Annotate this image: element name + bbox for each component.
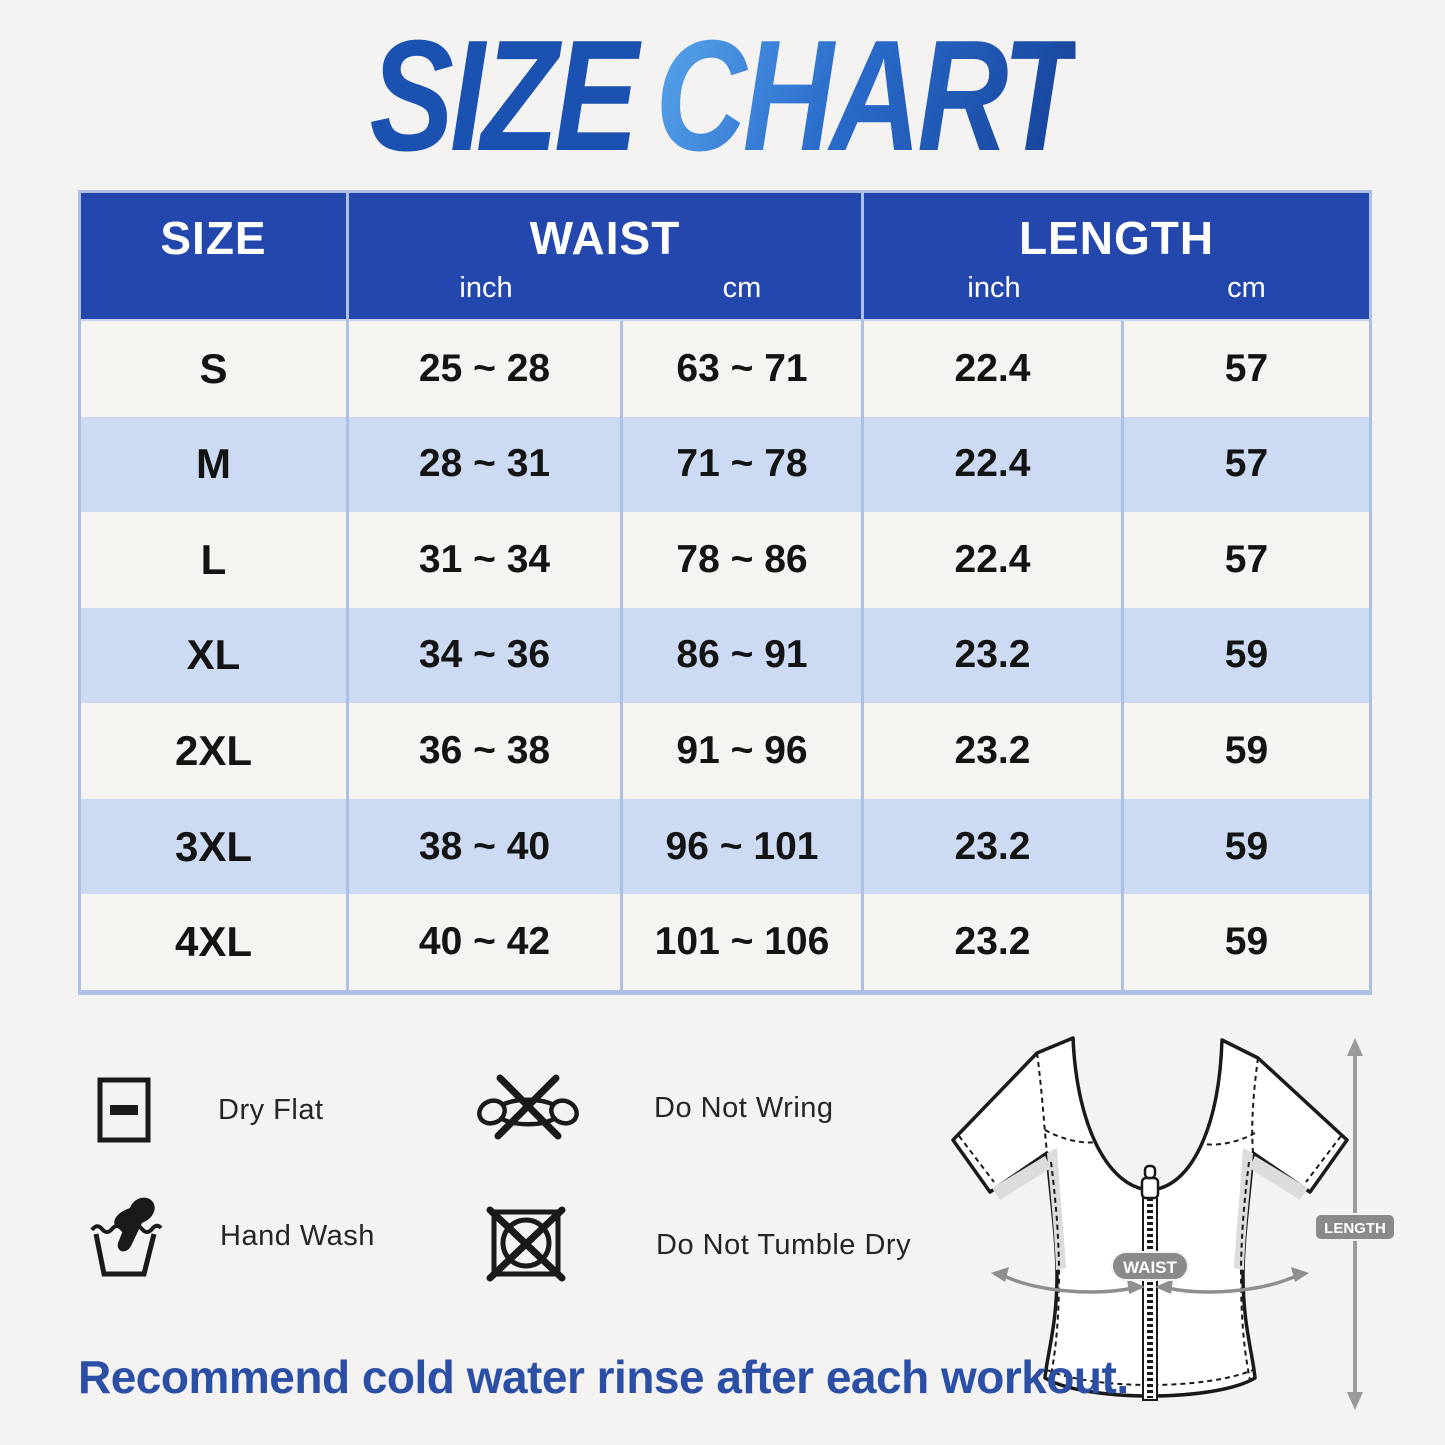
care-item-hand-wash (88, 1192, 375, 1280)
care-item-dry-flat (96, 1076, 324, 1144)
column-header-waist-label: WAIST (529, 212, 681, 264)
value-cell: 38 ~ 40 (349, 799, 620, 895)
column-header-length (864, 193, 1369, 321)
unit-label-cm: cm (1227, 271, 1266, 304)
size-cell: M (81, 417, 346, 513)
length-badge-label: LENGTH (1324, 1220, 1386, 1237)
column-header-size-units (81, 265, 346, 311)
care-item-do-not-wring (476, 1072, 834, 1144)
page-title-word-size: SIZE (369, 8, 635, 184)
unit-label-cm: cm (722, 271, 762, 304)
length-badge (1315, 1214, 1395, 1240)
value-cell: 91 ~ 96 (623, 703, 861, 799)
column-header-length-label: LENGTH (1018, 212, 1215, 264)
value-cell: 34 ~ 36 (349, 608, 620, 704)
column-header-length-units (864, 265, 1369, 311)
page-title-word-chart: CHART (655, 8, 1076, 184)
unit-label-inch: inch (967, 271, 1021, 304)
value-cell: 23.2 (864, 703, 1121, 799)
page-title (145, 6, 1301, 187)
value-cell: 25 ~ 28 (349, 321, 620, 417)
do-not-wring-icon (476, 1072, 580, 1144)
value-cell: 57 (1124, 321, 1369, 417)
value-cell: 59 (1124, 799, 1369, 895)
value-cell: 59 (1124, 608, 1369, 704)
value-cell: 22.4 (864, 512, 1121, 608)
care-note: Recommend cold water rinse after each workout. (78, 1351, 1129, 1403)
care-label: Dry Flat (218, 1093, 324, 1126)
value-cell: 31 ~ 34 (349, 512, 620, 608)
size-cell: 2XL (81, 703, 346, 799)
care-label: Do Not Wring (654, 1091, 834, 1124)
value-cell: 57 (1124, 512, 1369, 608)
value-cell: 101 ~ 106 (623, 894, 861, 990)
value-cell: 40 ~ 42 (349, 894, 620, 990)
value-cell: 23.2 (864, 608, 1121, 704)
column-header-waist (349, 193, 861, 321)
size-cell: S (81, 321, 346, 417)
care-item-do-not-tumble-dry (486, 1206, 911, 1284)
value-cell: 63 ~ 71 (623, 321, 861, 417)
waist-badge-label: WAIST (1123, 1258, 1177, 1277)
care-label: Hand Wash (220, 1219, 375, 1252)
size-table (78, 190, 1372, 995)
column-header-size-label: SIZE (160, 212, 267, 264)
value-cell: 28 ~ 31 (349, 417, 620, 513)
value-cell: 59 (1124, 703, 1369, 799)
hand-wash-icon (88, 1192, 164, 1280)
do-not-tumble-dry-icon (486, 1206, 568, 1284)
waist-badge (1112, 1252, 1188, 1280)
value-cell: 23.2 (864, 894, 1121, 990)
value-cell: 86 ~ 91 (623, 608, 861, 704)
value-cell: 23.2 (864, 799, 1121, 895)
value-cell: 78 ~ 86 (623, 512, 861, 608)
value-cell: 71 ~ 78 (623, 417, 861, 513)
dry-flat-icon (96, 1076, 152, 1144)
size-cell: 4XL (81, 894, 346, 990)
column-header-size (81, 193, 346, 321)
column-header-waist-units (349, 265, 861, 311)
value-cell: 59 (1124, 894, 1369, 990)
zipper (1142, 1166, 1158, 1400)
size-cell: L (81, 512, 346, 608)
care-label: Do Not Tumble Dry (656, 1228, 912, 1261)
value-cell: 57 (1124, 417, 1369, 513)
value-cell: 22.4 (864, 417, 1121, 513)
value-cell: 22.4 (864, 321, 1121, 417)
unit-label-inch: inch (459, 271, 513, 304)
size-cell: XL (81, 608, 346, 704)
value-cell: 96 ~ 101 (623, 799, 861, 895)
value-cell: 36 ~ 38 (349, 703, 620, 799)
size-cell: 3XL (81, 799, 346, 895)
